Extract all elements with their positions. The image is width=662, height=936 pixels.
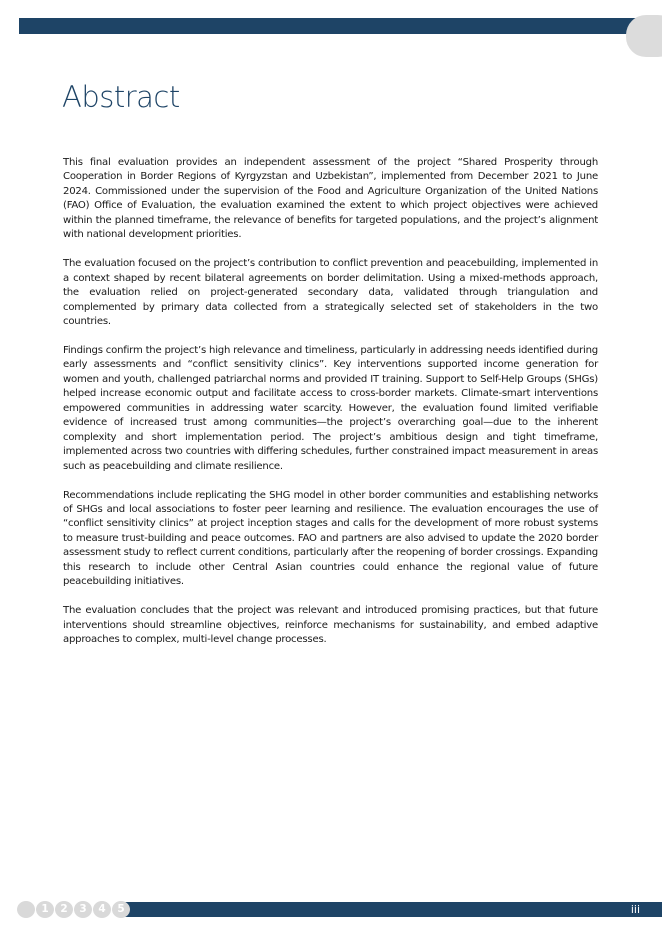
paragraph: This final evaluation provides an independent assessment of the project “Shared Prosperity through Cooperation in Border Regions of Kyrgyzstan and Uzbekistan”, implemented from December 2021 to June 2024. Commissioned under the supervision of the Food and Agriculture Organization of the United Nations (FAO) Office of Evaluation, the evaluation examined the extent to which project objectives were achieved within the planned timeframe, the relevance of benefits for targeted populations, and the project’s alignment with national development priorities.: [63, 157, 598, 241]
paragraph: Findings confirm the project’s high relevance and timeliness, particularly in addressing needs identified during early assessments and “conflict sensitivity clinics”. Key interventions supported income generation for women and youth, challenged patriarchal norms and provided IT training. Support to Self-Help Groups (SHGs) helped increase economic output and facilitate access to cross-border markets. Climate-smart interventions empowered communities in addressing water scarcity. However, the evaluation found limited verifiable evidence of increased trust among communities—the project’s overarching goal—due to the inherent complexity and short implementation period. The project’s ambitious design and tight timeframe, implemented across two countries with differing schedules, further constrained impact measurement in areas such as peacebuilding and climate resilience.: [63, 344, 598, 472]
paragraph: The evaluation focused on the project’s contribution to conflict prevention and peacebuilding, implemented in a context shaped by recent bilateral agreements on border delimitation. Using a mixed-methods approach, the evaluation relied on project-generated secondary data, validated through triangulation and complemented by primary data collected from a strategically selected set of stakeholders in the two countries.: [63, 258, 598, 328]
header-bar: [19, 18, 639, 34]
footer-bar: [120, 902, 662, 917]
corner-tab: [626, 15, 662, 57]
abstract-body: [63, 156, 598, 662]
page-number: iii: [630, 903, 640, 916]
page-title: Abstract: [62, 80, 180, 114]
paragraph: Recommendations include replicating the SHG model in other border communities and establishing networks of SHGs and local associations to foster peer learning and resilience. The evaluation encourages the use of “conflict sensitivity clinics” at project inception stages and calls for the development of more robust systems to measure trust-building and peace outcomes. FAO and partners are also advised to update the 2020 border assessment study to reflect current conditions, particularly after the reopening of border crossings. Expanding this research to include other Central Asian countries could enhance the regional value of future peacebuilding initiatives.: [63, 489, 598, 588]
section-nav-5[interactable]: 5: [112, 901, 130, 918]
section-nav-4[interactable]: 4: [93, 901, 111, 918]
section-nav-blank[interactable]: [17, 901, 35, 918]
section-nav-1[interactable]: 1: [36, 901, 54, 918]
section-nav-2[interactable]: 2: [55, 901, 73, 918]
section-nav: [17, 901, 131, 918]
paragraph: The evaluation concludes that the project was relevant and introduced promising practices, but that future interventions should streamline objectives, reinforce mechanisms for sustainability, and embed adaptive approaches to complex, multi-level change processes.: [63, 605, 598, 646]
section-nav-3[interactable]: 3: [74, 901, 92, 918]
